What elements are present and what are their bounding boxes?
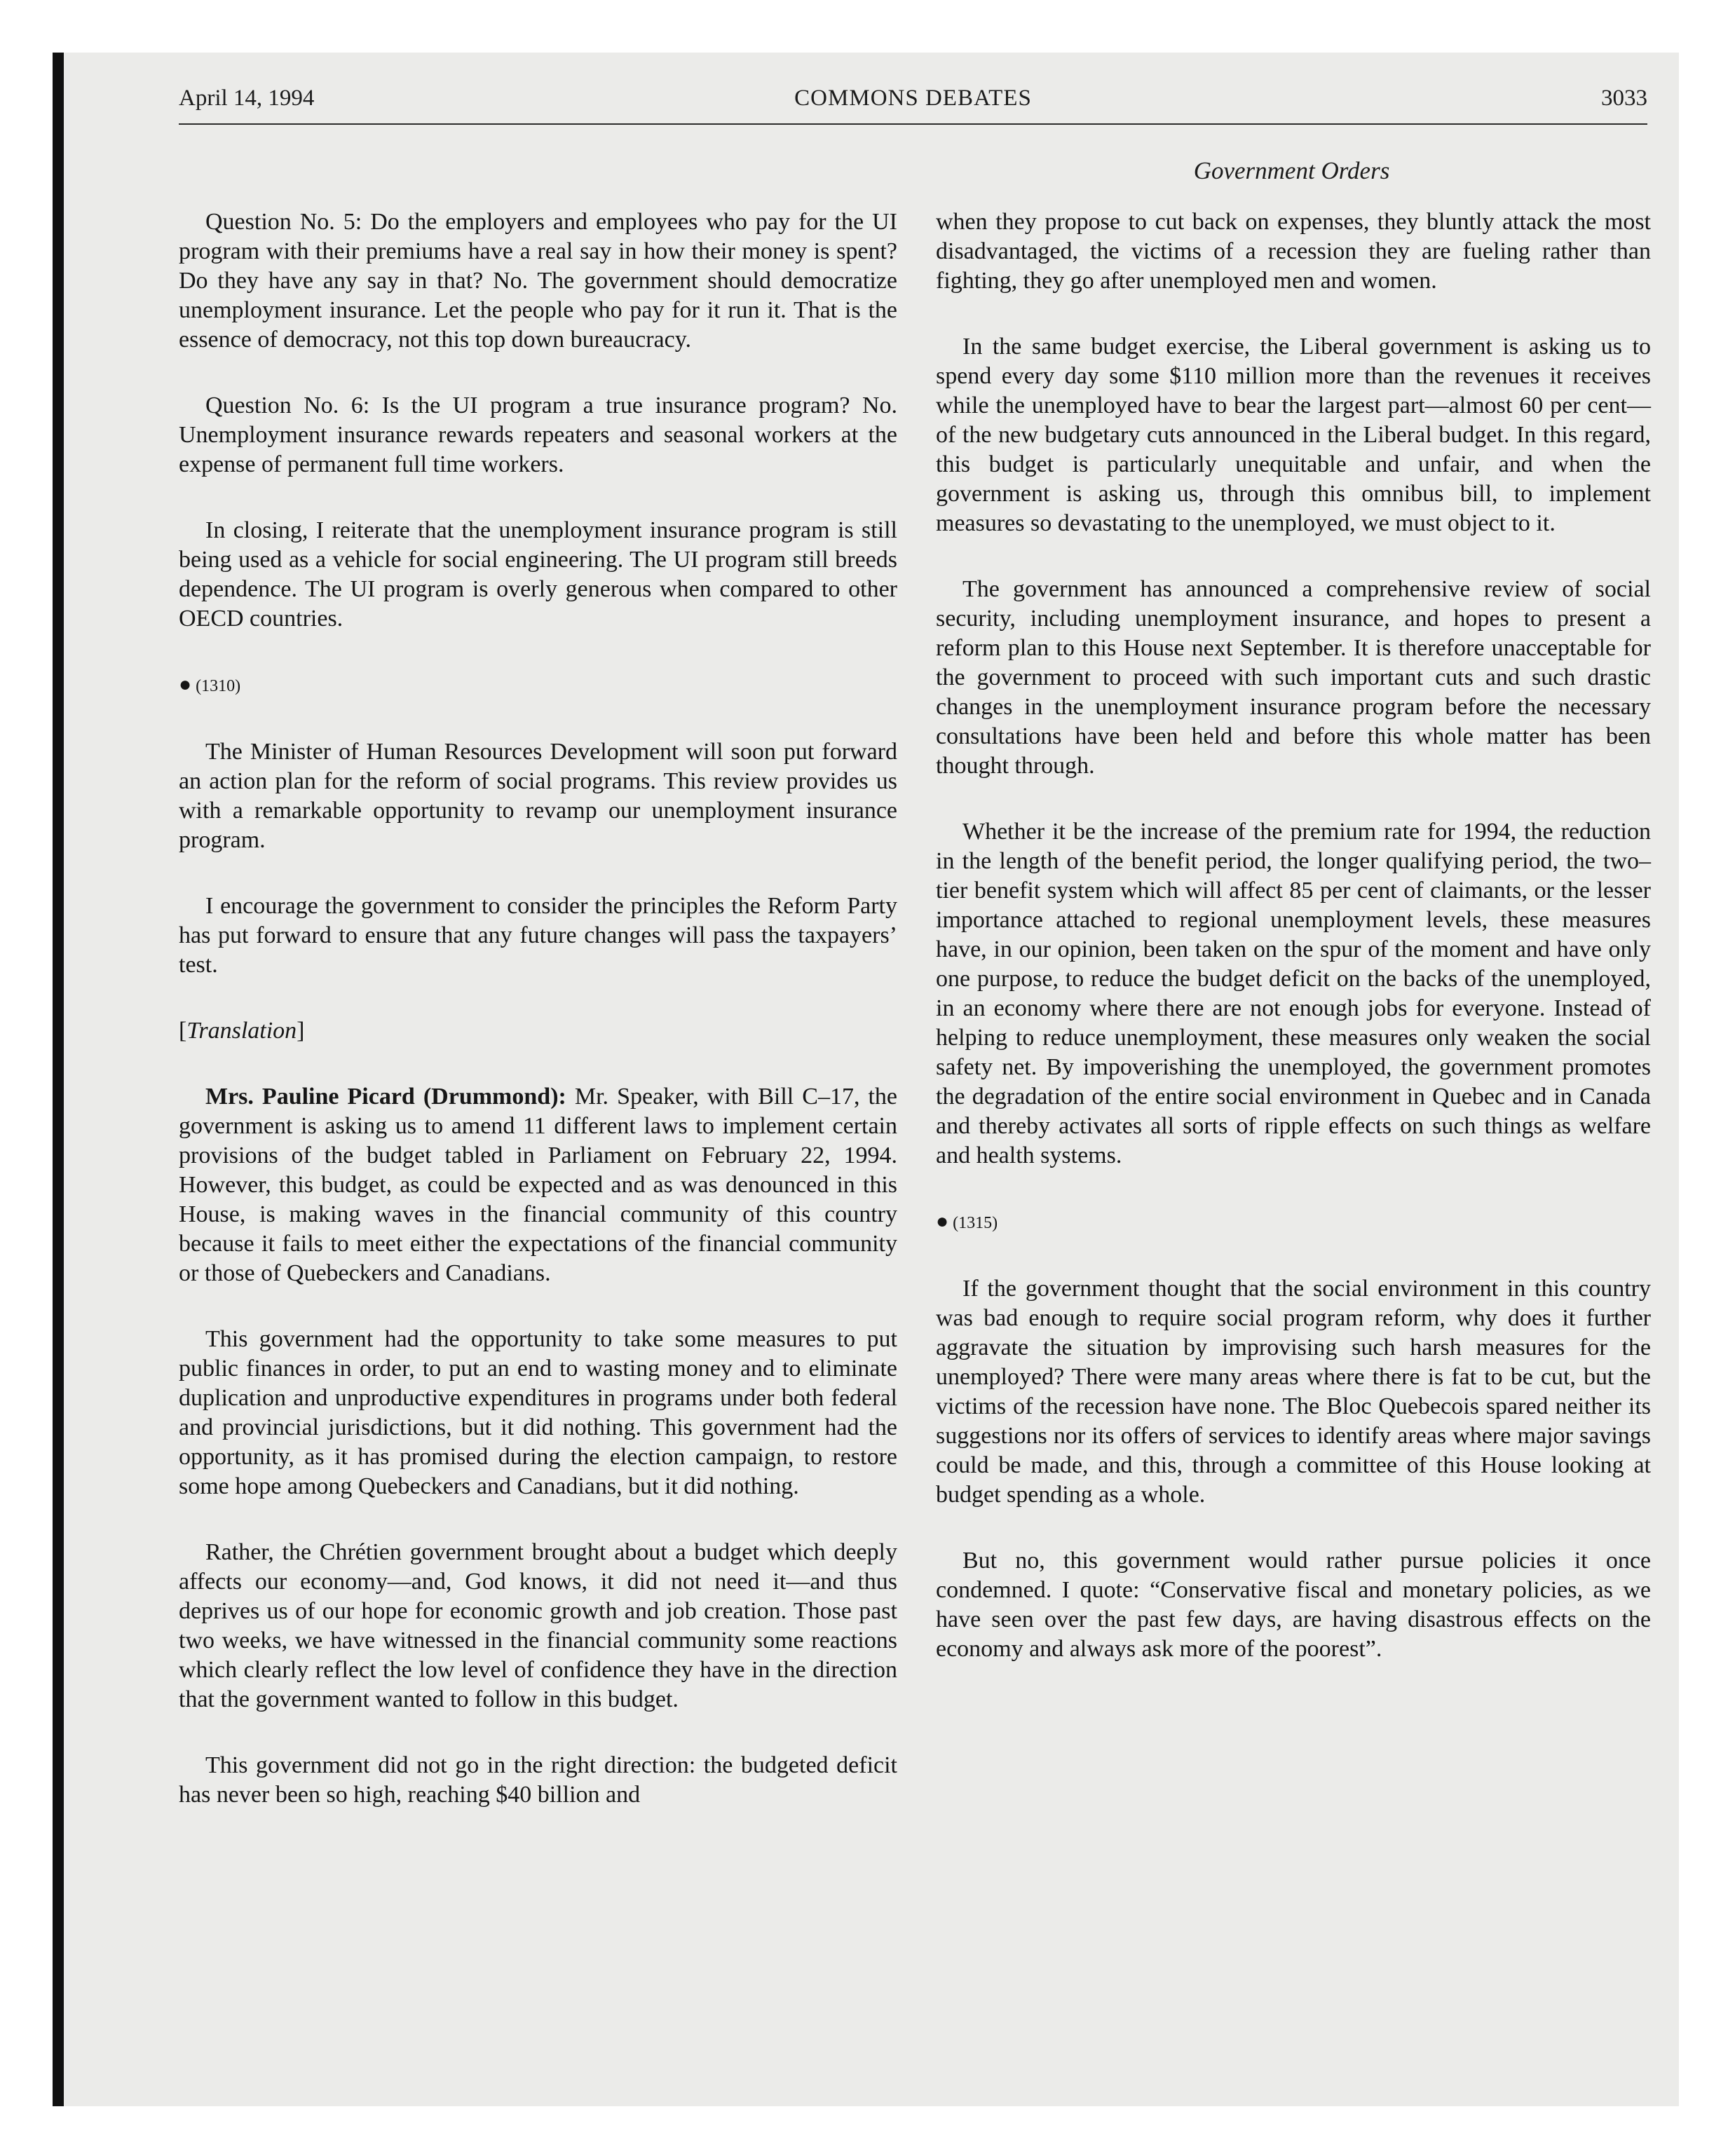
time-marker [179, 670, 897, 701]
header-title: COMMONS DEBATES [794, 86, 1032, 111]
paragraph: The government has announced a comprehensive review of social security, including unemployment insurance, and hopes to present a reform plan to this House next September. It is therefore unacceptable for the government to proceed with such important cuts and such drastic changes in the unemployment insurance program before the necessary consultations have been held and before this whole matter has been thought through. [936, 576, 1651, 779]
paragraph [179, 1082, 897, 1288]
time-marker [936, 1207, 1651, 1238]
paragraph: Whether it be the increase of the premium rate for 1994, the reduction in the length of the benefit period, the longer qualifying period, the two–tier benefit system which will affect 85 per cent of claimants, or the lesser importance attached to regional unemployment levels, these measures have, in our opinion, been taken on the spur of the moment and have only one purpose, to reduce the budget deficit on the backs of the unemployed, in an economy where there are not enough jobs for everyone. Instead of helping to reduce unemployment, these measures only weaken the social safety net. By impoverishing the unemployed, the government promotes the degradation of the entire social environment in Quebec and in Canada and thereby activates all sorts of ripple effects on such things as welfare and health systems. [936, 819, 1651, 1168]
time-marker-text: (1315) [953, 1214, 998, 1232]
translation-note: [Translation] [179, 1018, 305, 1044]
page-header [179, 86, 1647, 128]
binding-edge [53, 53, 64, 2106]
speech-text: Mr. Speaker, with Bill C–17, the government is asking us to amend 11 different laws to implement certain provisions of the budget tabled in Parliament on February 22, 1994. However, this budget, as could be expected and as was denounced in this House, is making waves in the financial community of this country because it fails to meet either the expectations of the financial community or those of Quebeckers and Canadians. [179, 1084, 898, 1286]
left-column [179, 207, 897, 1846]
speaker-name: Mrs. Pauline Picard (Drummond): [205, 1084, 566, 1110]
translation-label: Translation [186, 1018, 297, 1044]
paragraph: Question No. 6: Is the UI program a true insurance program? No. Unemployment insurance rewards repeaters and seasonal workers at the expense of permanent full time workers. [179, 393, 897, 477]
bullet-icon: ● [936, 1210, 949, 1233]
header-date: April 14, 1994 [179, 86, 315, 111]
paragraph: But no, this government would rather pursue policies it once condemned. I quote: “Conservative fiscal and monetary policies, as we have seen over the past few days, are having disastrous effects on the economy and always ask more of the poorest”. [936, 1548, 1651, 1662]
section-heading: Government Orders [1193, 157, 1390, 184]
paragraph: Rather, the Chrétien government brought about a budget which deeply affects our economy—and, God knows, it did not need it—and thus deprives us of our hope for economic growth and job creation. Those past two weeks, we have witnessed in the financial community some reactions which clearly reflect the low level of confidence they have in the direction that the government wanted to follow in this budget. [179, 1539, 897, 1712]
paragraph: This government did not go in the right direction: the budgeted deficit has never been so high, reaching $40 billion and [179, 1752, 897, 1808]
time-marker-text: (1310) [196, 677, 241, 695]
page-number: 3033 [1601, 86, 1647, 111]
bullet-icon: ● [179, 673, 192, 696]
paragraph: Question No. 5: Do the employers and employees who pay for the UI program with their premiums have a real say in how their money is spent? Do they have any say in that? No. The government should democratize unemployment insurance. Let the people who pay for it run it. That is the essence of democracy, not this top down bureaucracy. [179, 209, 897, 353]
right-column [936, 207, 1651, 1700]
paragraph: If the government thought that the social environment in this country was bad enough to require social program reform, why does it further aggravate the situation by improvising such harsh measures for the unemployed? There were many areas where there is fat to be cut, but the victims of the recession have none. The Bloc Quebecois spared neither its suggestions nor its offers of services to identify areas where major savings could be made, and this, through a committee of this House looking at budget spending as a whole. [936, 1276, 1651, 1508]
header-rule [179, 123, 1647, 125]
paragraph: The Minister of Human Resources Development will soon put forward an action plan for the reform of social programs. This review provides us with a remarkable opportunity to revamp our unemployment insurance program. [179, 739, 897, 853]
paragraph: I encourage the government to consider the principles the Reform Party has put forward to ensure that any future changes will pass the taxpayers’ test. [179, 893, 897, 978]
paragraph: In closing, I reiterate that the unemployment insurance program is still being used as a vehicle for social engineering. The UI program still breeds dependence. The UI program is overly generous when compared to other OECD countries. [179, 517, 897, 632]
paragraph: when they propose to cut back on expenses, they bluntly attack the most disadvantaged, the victims of a recession they are fueling rather than fighting, they go after unemployed men and women. [936, 209, 1651, 294]
paragraph: In the same budget exercise, the Liberal government is asking us to spend every day some $110 million more than the revenues it receives while the unemployed have to bear the largest part—almost 60 per cent—of the new budgetary cuts announced in the Liberal budget. In this regard, this budget is particularly unequitable and unfair, and when the government is asking us, through this omnibus bill, to implement measures so devastating to the unemployed, we must object to it. [936, 334, 1651, 536]
paragraph: This government had the opportunity to take some measures to put public finances in order, to put an end to wasting money and to eliminate duplication and unproductive expenditures in programs under both federal and provincial jurisdictions, but it did nothing. This government had the opportunity, as it has promised during the election campaign, to restore some hope among Quebeckers and Canadians, but it did nothing. [179, 1326, 897, 1499]
